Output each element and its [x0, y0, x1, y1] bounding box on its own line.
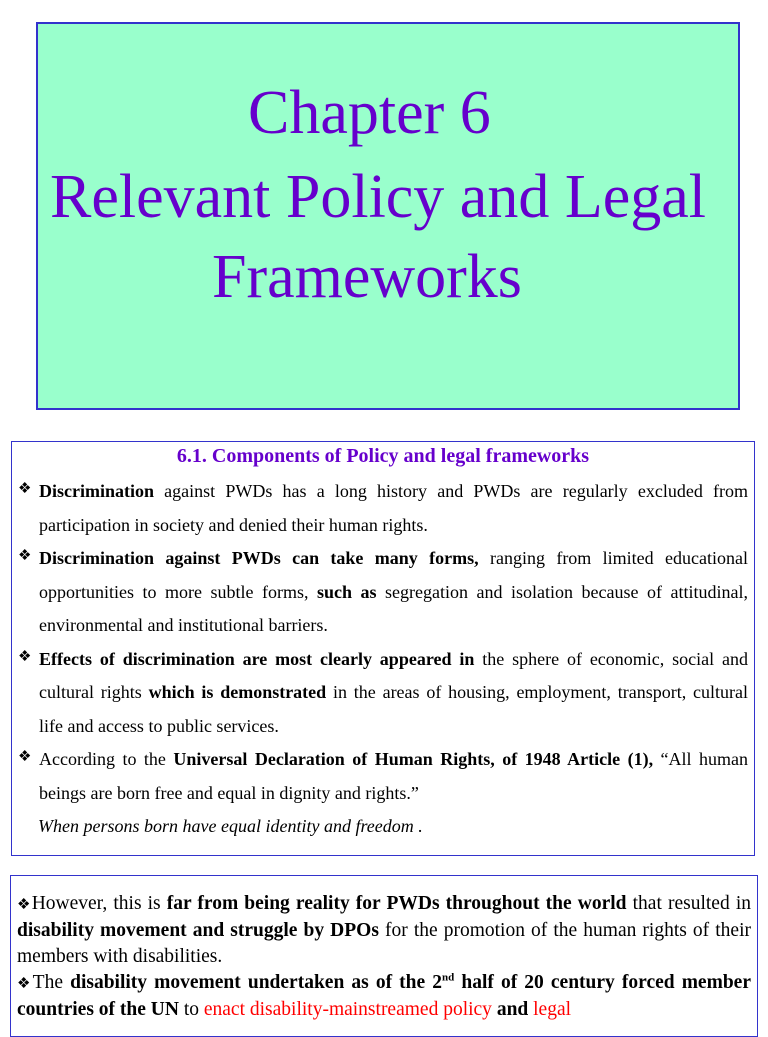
title-slide	[36, 22, 740, 410]
bold-text: and	[491, 999, 534, 1020]
bold-text: half of 20 century forced member countries of the UN	[17, 972, 751, 1020]
bullet-item	[18, 743, 748, 810]
continuation-text	[17, 891, 751, 1023]
bullet-text: ranging from limited educational opportunities to more subtle forms,	[39, 548, 748, 602]
bullet-bold-text: Universal Declaration of Human Rights, of 1948 Article (1),	[173, 749, 654, 769]
text: to	[178, 999, 204, 1020]
bullet-bold-text: Effects of discrimination are most clearly appeared in	[39, 648, 475, 669]
bullet-bold-text: which is demonstrated	[148, 682, 327, 702]
chapter-number: Chapter 6	[248, 79, 491, 147]
diamond-bullet-icon: ❖	[18, 749, 32, 765]
bold-text: disability movement and struggle by DPOs	[17, 920, 379, 941]
continuation-slide	[10, 875, 758, 1037]
text: However, this is	[31, 893, 167, 914]
section-heading: 6.1. Components of Policy and legal frameworks	[176, 445, 590, 467]
italic-note: When persons born have equal identity and freedom .	[38, 816, 423, 836]
bullet-list	[18, 475, 748, 843]
diamond-bullet-icon: ❖	[18, 548, 32, 564]
diamond-bullet-icon: ❖	[18, 481, 32, 497]
text: for the promotion of the human rights of their members with disabilities.	[17, 920, 751, 967]
section-components-slide	[11, 441, 755, 856]
diamond-bullet-icon: ❖	[18, 648, 32, 665]
bullet-text: against PWDs has a long history and PWDs are regularly excluded from participation in society and denied their human rights.	[39, 481, 748, 535]
diamond-bullet-icon: ❖	[17, 976, 33, 992]
bold-text: disability movement undertaken as of the 2	[70, 972, 443, 993]
bold-text: far from being reality for PWDs throughout the world	[166, 893, 627, 914]
bullet-bold-text: Discrimination	[39, 481, 154, 501]
bullet-text: “All human beings are born free and equal in dignity and rights.”	[39, 749, 748, 803]
bullet-item	[18, 643, 748, 744]
superscript: nd	[442, 971, 455, 984]
bullet-text: the sphere of economic, social and cultural rights	[39, 648, 749, 702]
bullet-bold-text: such as	[317, 581, 377, 602]
chapter-title-line-2: Frameworks	[212, 243, 522, 311]
bullet-item	[18, 542, 748, 643]
highlighted-text: legal	[533, 999, 572, 1020]
bullet-text: segregation and isolation because of attitudinal, environmental and institutional barriers.	[39, 581, 748, 635]
text: The	[32, 972, 71, 993]
text: that resulted in	[626, 893, 751, 914]
bullet-text: According to the	[39, 749, 174, 769]
paragraph	[17, 891, 751, 970]
paragraph	[17, 970, 751, 1023]
diamond-bullet-icon: ❖	[17, 897, 32, 913]
highlighted-text: enact disability-mainstreamed policy	[203, 999, 492, 1020]
chapter-title-line-1: Relevant Policy and Legal	[50, 163, 706, 231]
bullet-item	[18, 475, 748, 542]
bullet-bold-text: Discrimination against PWDs can take many forms,	[39, 548, 479, 568]
bullet-text: in the areas of housing, employment, transport, cultural life and access to public services.	[39, 682, 748, 736]
